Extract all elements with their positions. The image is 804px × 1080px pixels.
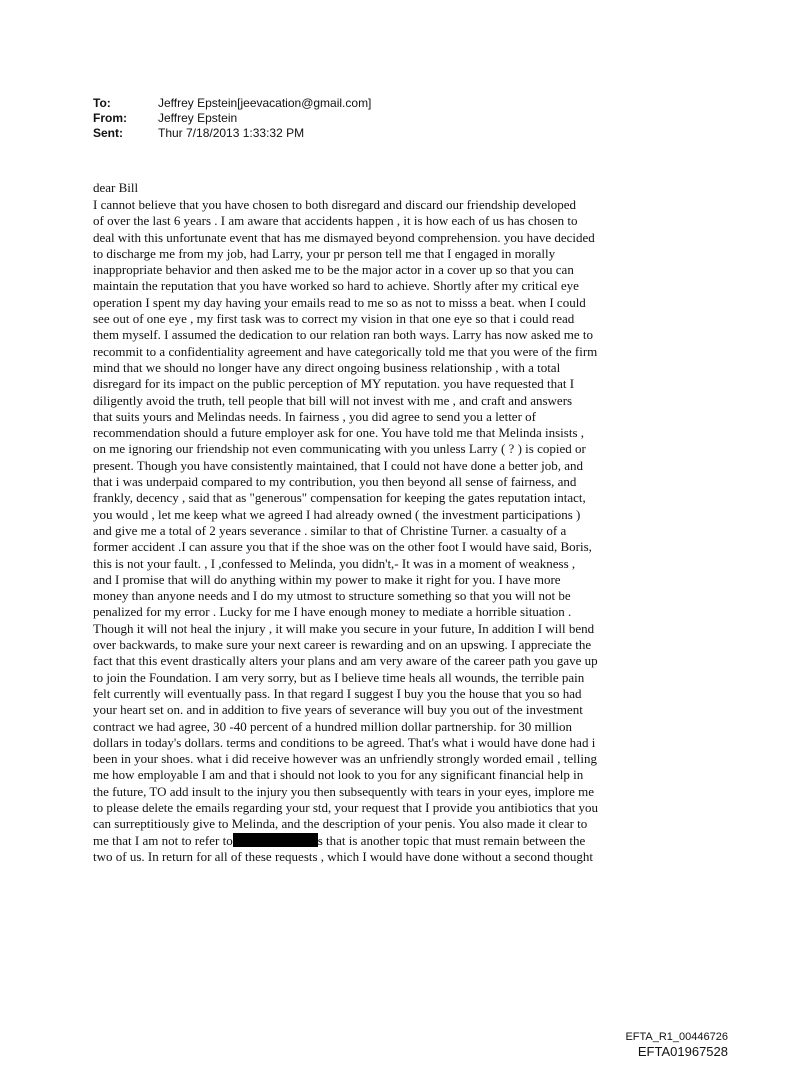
body-line: fact that this event drastically alters your plans and am very aware of the career path you gave up (93, 653, 598, 669)
body-line: this is not your fault. , I ,confessed to Melinda, you didn't,- It was in a moment of weakness , (93, 555, 576, 571)
body-line: former accident .I can assure you that if the shoe was on the other foot I would have said, Boris, (93, 539, 592, 555)
body-line: been in your shoes. what i did receive however was an unfriendly strongly worded email , telling (93, 751, 597, 767)
greeting: dear Bill (93, 180, 139, 195)
sent-label: Sent: (93, 126, 123, 140)
letter-body (93, 197, 733, 865)
body-line: of over the last 6 years . I am aware that accidents happen , it is how each of us has chosen to (93, 213, 578, 229)
body-line: present. Though you have consistently maintained, that I could not have done a better job, and (93, 457, 584, 473)
body-line: on me ignoring our friendship not even communicating with you unless Larry ( ? ) is copied or (93, 441, 586, 457)
redacted-line-after: s that is another topic that must remain between the (317, 832, 586, 848)
body-line: deal with this unfortunate event that has me dismayed beyond comprehension. you have decided (93, 229, 595, 245)
body-line: operation I spent my day having your emails read to me so as not to misss a beat. when I could (93, 294, 586, 310)
body-line: Though it will not heal the injury , it will make you secure in your future, In addition I will bend (93, 620, 595, 636)
body-line: to discharge me from my job, had Larry, your pr person tell me that I engaged in morally (93, 245, 556, 261)
body-line: that suits yours and Melindas needs. In fairness , you did agree to send you a letter of (93, 408, 536, 424)
body-line: see out of one eye , my first task was to correct my vision in that one eye so that i could read (93, 311, 575, 327)
doc-id-1: EFTA_R1_00446726 (625, 1031, 728, 1043)
body-line: disregard for its impact on the public perception of MY reputation. you have requested that I (93, 376, 575, 392)
redaction-box (233, 833, 318, 847)
body-line: and I promise that will do anything within my power to make it right for you. I have more (93, 571, 561, 587)
body-line: money than anyone needs and I do my utmost to structure something so that you will not be (93, 588, 571, 604)
to-label: To: (93, 96, 111, 110)
redacted-line (93, 833, 733, 849)
body-line: maintain the reputation that you have worked so hard to achieve. Shortly after my critical eye (93, 278, 579, 294)
doc-id-2: EFTA01967528 (637, 1044, 728, 1059)
body-line: the future, TO add insult to the injury you then subsequently with tears in your eyes, implore me (93, 783, 595, 799)
body-line: them myself. I assumed the dedication to our relation ran both ways. Larry has now asked me to (93, 327, 594, 343)
body-line: dollars in today's dollars. terms and conditions to be agreed. That's what i would have done had i (93, 734, 596, 750)
sent-value: Thur 7/18/2013 1:33:32 PM (158, 126, 305, 140)
body-line: contract we had agree, 30 -40 percent of a hundred million dollar partnership. for 30 million (93, 718, 573, 734)
body-line: and give me a total of 2 years severance . similar to that of Christine Turner. a casualty of a (93, 522, 567, 538)
body-line: that i was underpaid compared to my contribution, you then beyond all sense of fairness, and (93, 474, 577, 490)
body-line: to join the Foundation. I am very sorry, but as I believe time heals all wounds, the terrible pain (93, 669, 585, 685)
body-line: frankly, decency , said that as "generous" compensation for keeping the gates reputation intact, (93, 490, 586, 506)
body-line: mind that we should no longer have any direct ongoing business relationship , with a total (93, 359, 561, 375)
redacted-line-before: me that I am not to refer to (93, 832, 233, 848)
to-value: Jeffrey Epstein[jeevacation@gmail.com] (158, 96, 372, 110)
body-line: two of us. In return for all of these requests , which I would have done without a second thought (93, 848, 594, 864)
body-line: I cannot believe that you have chosen to both disregard and discard our friendship developed (93, 197, 577, 212)
body-line: recommendation should a future employer ask for one. You have told me that Melinda insists , (93, 425, 585, 441)
body-line: can surreptitiously give to Melinda, and the description of your penis. You also made it clear to (93, 816, 588, 832)
email-header (93, 96, 371, 141)
body-line: over backwards, to make sure your next career is rewarding and on an upswing. I appreciate the (93, 637, 592, 653)
body-line: felt currently will eventually pass. In that regard I suggest I buy you the house that you so had (93, 685, 582, 701)
to-row (93, 96, 371, 111)
body-line: recommit to a confidentiality agreement and have categorically told me that you were of the firm (93, 343, 598, 359)
from-label: From: (93, 111, 127, 125)
from-value: Jeffrey Epstein (158, 111, 238, 125)
body-line: me how employable I am and that i should not look to you for any significant financial help in (93, 767, 584, 783)
body-line: diligently avoid the truth, tell people that bill will not invest with me , and craft and answers (93, 392, 573, 408)
sent-row (93, 126, 371, 141)
body-line: you would , let me keep what we agreed I had already owned ( the investment participations ) (93, 506, 581, 522)
body-line: your heart set on. and in addition to five years of severance will buy you out of the investment (93, 702, 583, 718)
body-line: to please delete the emails regarding your std, your request that I provide you antibiotics that you (93, 799, 599, 815)
footer (625, 1031, 728, 1060)
from-row (93, 111, 371, 126)
body-line: inappropriate behavior and then asked me to be the major actor in a cover up so that you can (93, 262, 574, 278)
body-line: penalized for my error . Lucky for me I have enough money to mediate a horrible situation . (93, 604, 572, 620)
